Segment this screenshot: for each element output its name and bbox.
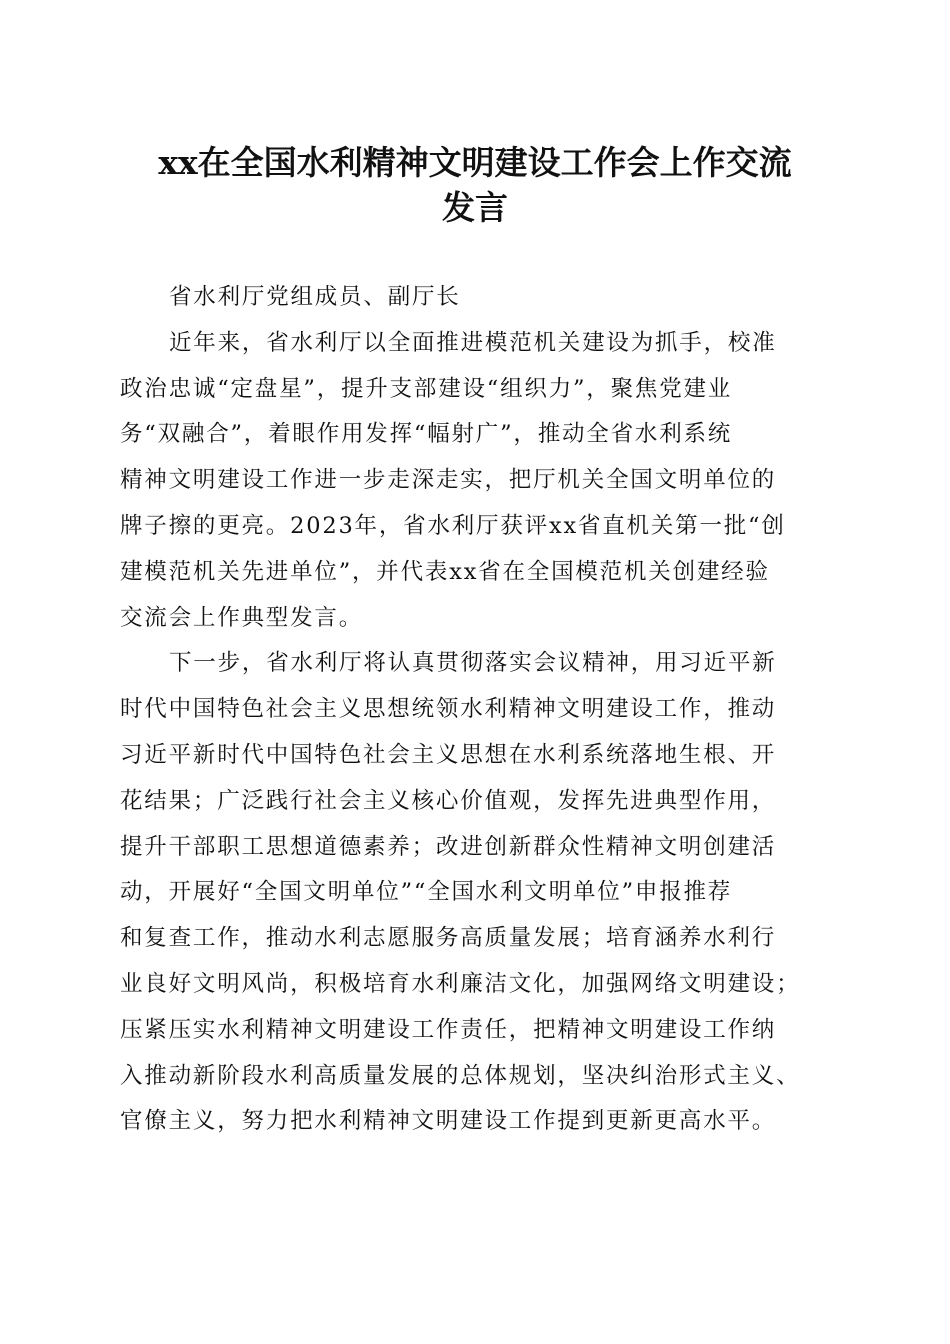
paragraph-2 <box>120 641 832 1145</box>
paragraph-2-line: 和复查工作，推动水利志愿服务高质量发展；培育涵养水利行 <box>120 925 777 952</box>
paragraph-1-line: 牌子擦的更亮。2023年，省水利厅获评xx省直机关第一批“创 <box>120 512 786 539</box>
title-line-2: 发言 <box>442 188 508 227</box>
author-line: 省水利厅党组成员、副厅长 <box>169 284 461 310</box>
paragraph-1 <box>120 321 832 642</box>
paragraph-1-line: 精神文明建设工作进一步走深走实，把厅机关全国文明单位的 <box>120 467 777 494</box>
paragraph-2-line: 下一步，省水利厅将认真贯彻落实会议精神，用习近平新 <box>169 650 777 677</box>
paragraph-2-line: 习近平新时代中国特色社会主义思想在水利系统落地生根、开 <box>120 741 777 768</box>
document-title <box>100 140 850 230</box>
paragraph-2-line: 业良好文明风尚，积极培育水利廉洁文化，加强网络文明建设； <box>120 970 801 997</box>
paragraph-2-line: 动，开展好“全国文明单位”“全国水利文明单位”申报推荐 <box>120 879 733 906</box>
paragraph-2-line: 官僚主义，努力把水利精神文明建设工作提到更新更高水平。 <box>120 1108 777 1135</box>
title-line-1: xx在全国水利精神文明建设工作会上作交流 <box>158 143 792 182</box>
paragraph-1-line: 建模范机关先进单位”，并代表xx省在全国模范机关创建经验 <box>120 558 770 585</box>
paragraph-1-line: 政治忠诚“定盘星”，提升支部建设“组织力”，聚焦党建业 <box>120 375 733 402</box>
paragraph-1-line: 交流会上作典型发言。 <box>120 604 364 631</box>
paragraph-2-line: 入推动新阶段水利高质量发展的总体规划，坚决纠治形式主义、 <box>120 1062 801 1089</box>
paragraph-1-line: 近年来，省水利厅以全面推进模范机关建设为抓手，校准 <box>169 329 777 356</box>
paragraph-2-line: 压紧压实水利精神文明建设工作责任，把精神文明建设工作纳 <box>120 1016 777 1043</box>
paragraph-2-line: 提升干部职工思想道德素养；改进创新群众性精神文明创建活 <box>120 833 777 860</box>
paragraph-1-line: 务“双融合”，着眼作用发挥“幅射广”，推动全省水利系统 <box>120 421 733 448</box>
paragraph-2-line: 时代中国特色社会主义思想统领水利精神文明建设工作，推动 <box>120 696 777 723</box>
document-body <box>120 275 832 1145</box>
paragraph-2-line: 花结果；广泛践行社会主义核心价值观，发挥先进典型作用， <box>120 787 777 814</box>
